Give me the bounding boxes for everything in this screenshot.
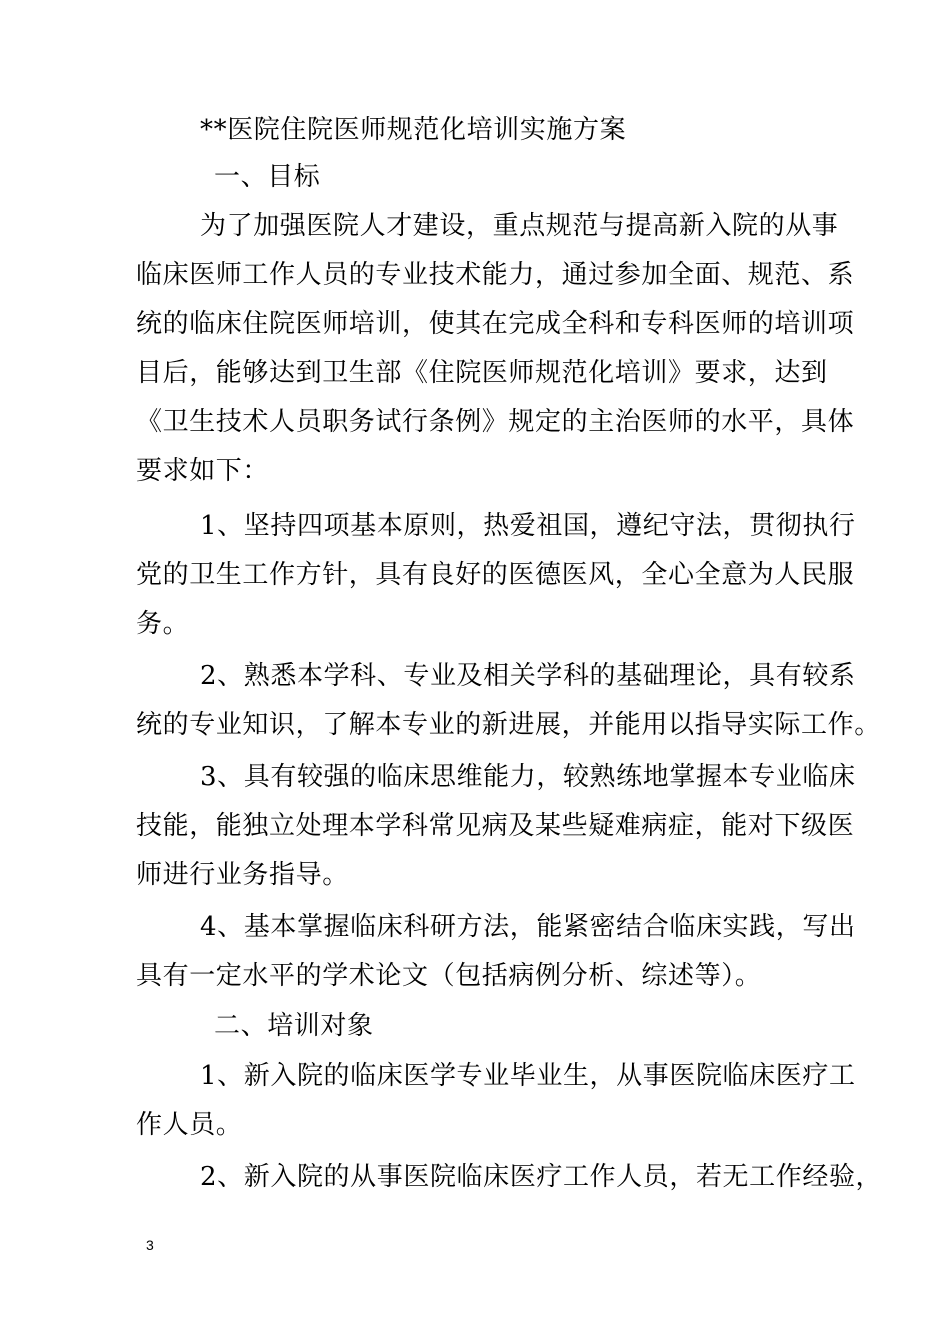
requirement-3-line: 技能，能独立处理本学科常见病及某些疑难病症，能对下级医	[136, 811, 855, 841]
target-1-line: 作人员。	[136, 1110, 243, 1140]
page-number: 3	[146, 1237, 154, 1253]
requirement-1-line: 1、坚持四项基本原则，热爱祖国，遵纪守法，贯彻执行	[200, 511, 856, 541]
paragraph-line: 为了加强医院人才建设，重点规范与提高新入院的从事	[200, 211, 839, 241]
requirement-4-line: 具有一定水平的学术论文（包括病例分析、综述等）。	[136, 961, 762, 991]
paragraph-line: 临床医师工作人员的专业技术能力，通过参加全面、规范、系	[136, 260, 855, 290]
requirement-4-line: 4、基本掌握临床科研方法，能紧密结合临床实践，写出	[200, 912, 856, 942]
requirement-1-line: 务。	[136, 609, 190, 639]
paragraph-line: 统的临床住院医师培训，使其在完成全科和专科医师的培训项	[136, 309, 855, 339]
section-heading-goal: 一、目标	[214, 162, 321, 192]
paragraph-line: 《卫生技术人员职务试行条例》规定的主治医师的水平，具体	[136, 407, 855, 437]
requirement-1-line: 党的卫生工作方针，具有良好的医德医风，全心全意为人民服	[136, 560, 855, 590]
target-1-line: 1、新入院的临床医学专业毕业生，从事医院临床医疗工	[200, 1061, 856, 1091]
target-2-line: 2、新入院的从事医院临床医疗工作人员，若无工作经验，	[200, 1162, 883, 1192]
paragraph-line: 要求如下：	[136, 456, 270, 486]
section-heading-training-target: 二、培训对象	[214, 1011, 374, 1041]
requirement-2-line: 统的专业知识，了解本专业的新进展，并能用以指导实际工作。	[136, 710, 881, 740]
document-title: **医院住院医师规范化培训实施方案	[200, 115, 627, 145]
requirement-2-line: 2、熟悉本学科、专业及相关学科的基础理论，具有较系	[200, 661, 856, 691]
requirement-3-line: 师进行业务指导。	[136, 860, 349, 890]
requirement-3-line: 3、具有较强的临床思维能力，较熟练地掌握本专业临床	[200, 762, 856, 792]
paragraph-line: 目后，能够达到卫生部《住院医师规范化培训》要求，达到	[136, 358, 828, 388]
